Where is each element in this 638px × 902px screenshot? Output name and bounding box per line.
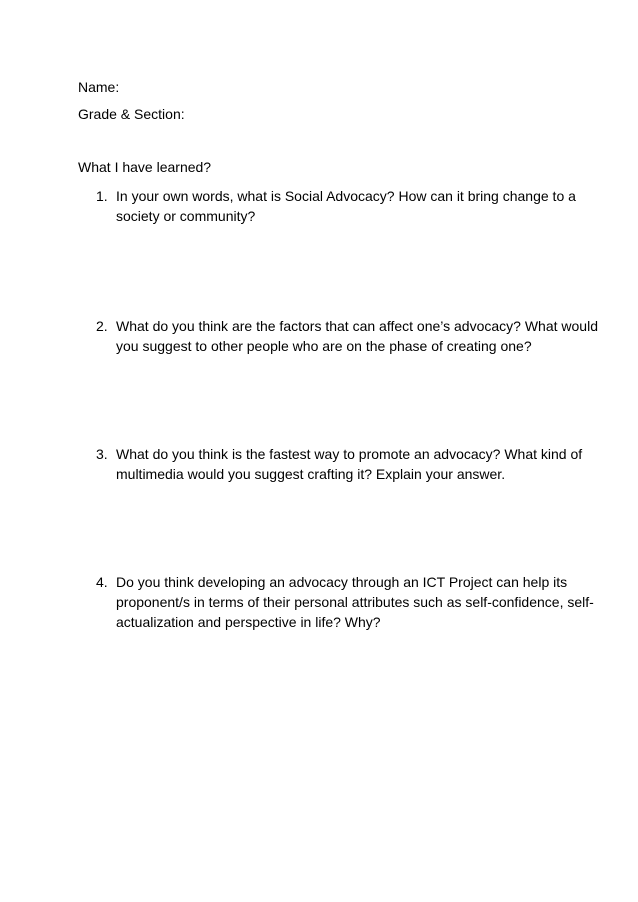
question-2-line-2: you suggest to other people who are on the phase of creating one? <box>116 338 532 354</box>
question-4-number: 4. <box>96 574 108 590</box>
question-4-line-1: Do you think developing an advocacy through an ICT Project can help its <box>116 574 568 590</box>
question-3-line-2: multimedia would you suggest crafting it? Explain your answer. <box>116 466 506 482</box>
question-4-text <box>116 572 594 632</box>
question-1-line-2: society or community? <box>116 208 256 224</box>
question-1-line-1: In your own words, what is Social Advocacy? How can it bring change to a <box>116 188 576 204</box>
question-2-number: 2. <box>96 318 108 334</box>
question-3-line-1: What do you think is the fastest way to promote an advocacy? What kind of <box>116 446 583 462</box>
question-2-text <box>116 316 598 356</box>
question-3-text <box>116 444 583 484</box>
question-2-line-1: What do you think are the factors that can affect one’s advocacy? What would <box>116 318 598 334</box>
name-label: Name: <box>78 79 120 95</box>
question-3-number: 3. <box>96 446 108 462</box>
question-4-line-2: proponent/s in terms of their personal attributes such as self-confidence, self- <box>116 594 594 610</box>
question-4-line-3: actualization and perspective in life? Why? <box>116 614 381 630</box>
grade-section-label: Grade & Section: <box>78 106 185 122</box>
section-heading: What I have learned? <box>78 159 212 175</box>
question-1-text <box>116 186 576 226</box>
question-1-number: 1. <box>96 188 108 204</box>
